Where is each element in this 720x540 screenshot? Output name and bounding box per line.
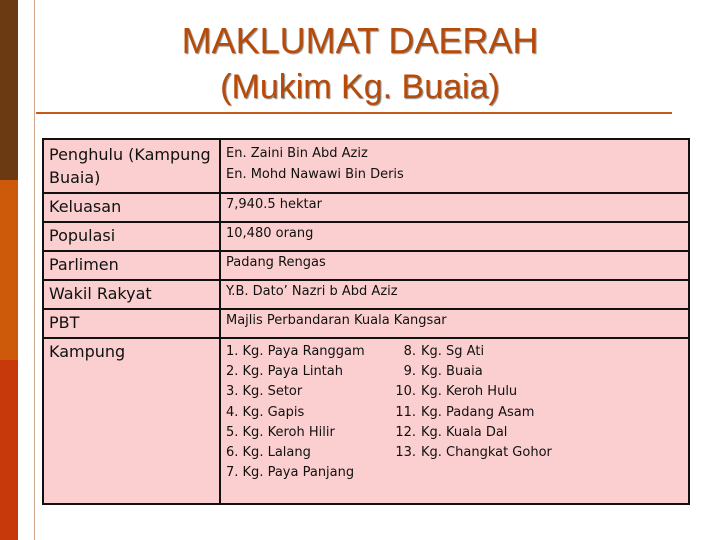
table-row-kampung bbox=[43, 338, 689, 504]
label-wakil-rakyat: Wakil Rakyat bbox=[43, 280, 220, 309]
info-table bbox=[42, 138, 690, 505]
value-populasi: 10,480 orang bbox=[220, 222, 689, 251]
list-item-number: 11. bbox=[395, 404, 416, 420]
list-item: 4. Kg. Gapis bbox=[226, 404, 305, 420]
value-wakil-rakyat: Y.B. Dato’ Nazri b Abd Aziz bbox=[220, 280, 689, 309]
decor-bar-middle bbox=[0, 180, 18, 360]
label-populasi: Populasi bbox=[43, 222, 220, 251]
page-title: MAKLUMAT DAERAH bbox=[181, 20, 539, 61]
decor-bar-bottom bbox=[0, 360, 18, 540]
table-row-pbt bbox=[43, 309, 689, 338]
label-penghulu: Penghulu (Kampung Buaia) bbox=[43, 139, 220, 193]
list-item-number: 12. bbox=[395, 424, 416, 440]
value-pbt: Majlis Perbandaran Kuala Kangsar bbox=[220, 309, 689, 338]
page-subtitle: (Mukim Kg. Buaia) bbox=[220, 68, 500, 106]
list-item: Kg. Keroh Hulu bbox=[421, 384, 518, 400]
list-item: 7. Kg. Paya Panjang bbox=[226, 465, 355, 481]
kampung-list-left bbox=[226, 342, 378, 483]
list-item-number: 8. bbox=[403, 344, 416, 359]
list-item: 2. Kg. Paya Lintah bbox=[226, 364, 343, 380]
value-parlimen: Padang Rengas bbox=[220, 251, 689, 280]
kampung-list-numbers bbox=[378, 342, 421, 483]
list-item: 5. Kg. Keroh Hilir bbox=[226, 424, 335, 440]
list-item: 3. Kg. Setor bbox=[226, 384, 303, 400]
list-item: Kg. Kuala Dal bbox=[421, 424, 508, 440]
list-item-number: 13. bbox=[395, 445, 416, 461]
kampung-list bbox=[226, 342, 683, 483]
label-pbt: PBT bbox=[43, 309, 220, 338]
list-item: Kg. Buaia bbox=[421, 364, 483, 380]
penghulu-name-1: En. Zaini Bin Abd Aziz bbox=[226, 146, 368, 161]
table-row-populasi bbox=[43, 222, 689, 251]
value-penghulu bbox=[220, 139, 689, 193]
table-row-wakil-rakyat bbox=[43, 280, 689, 309]
list-item: Kg. Padang Asam bbox=[421, 404, 535, 420]
penghulu-name-2: En. Mohd Nawawi Bin Deris bbox=[226, 167, 404, 182]
title-divider bbox=[36, 112, 672, 114]
kampung-list-right bbox=[421, 342, 552, 483]
list-item-number: 9. bbox=[403, 364, 416, 380]
list-item: Kg. Changkat Gohor bbox=[421, 445, 552, 461]
table-row-penghulu bbox=[43, 139, 689, 193]
list-item: 6. Kg. Lalang bbox=[226, 445, 311, 461]
value-keluasan: 7,940.5 hektar bbox=[220, 193, 689, 222]
list-item: Kg. Sg Ati bbox=[421, 344, 485, 359]
label-kampung: Kampung bbox=[43, 338, 220, 504]
list-item: 1. Kg. Paya Ranggam bbox=[226, 344, 365, 359]
list-item-number: 10. bbox=[395, 384, 416, 400]
value-kampung bbox=[220, 338, 689, 504]
table-row-keluasan bbox=[43, 193, 689, 222]
label-parlimen: Parlimen bbox=[43, 251, 220, 280]
table-row-parlimen bbox=[43, 251, 689, 280]
label-keluasan: Keluasan bbox=[43, 193, 220, 222]
